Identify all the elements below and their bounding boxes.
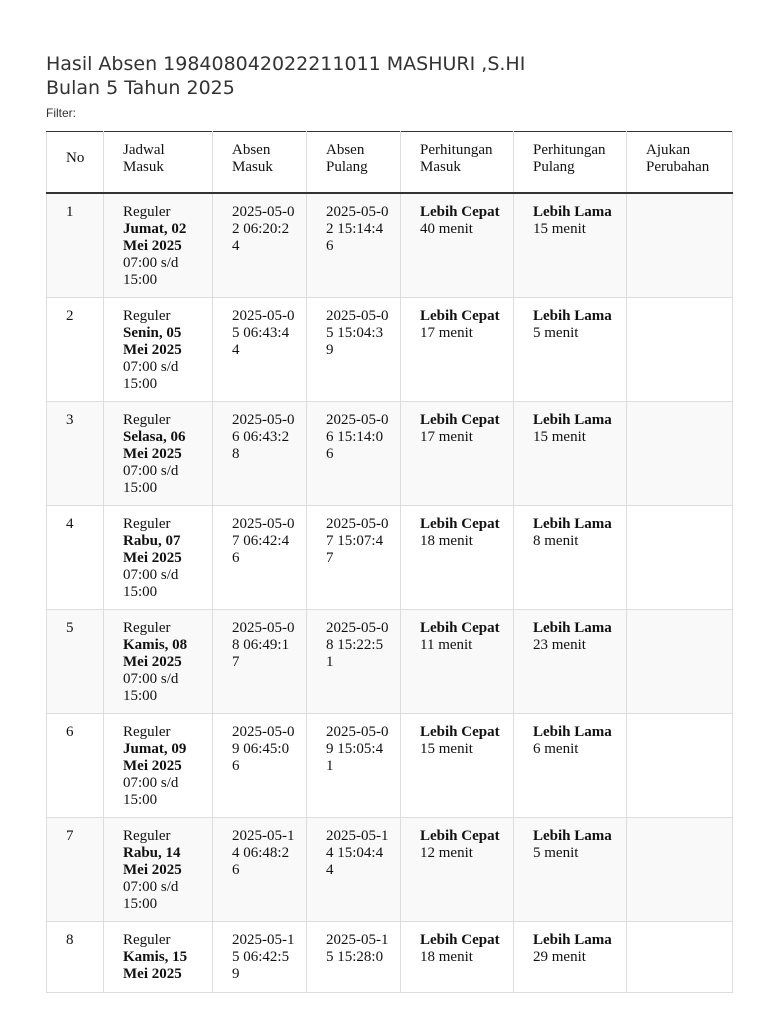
check-out-time: 2025-05-07 15:07:47	[326, 516, 389, 566]
report-header	[46, 52, 736, 100]
check-out-status: Lebih Lama	[533, 828, 612, 844]
cell-absen-masuk	[213, 714, 307, 818]
header-row	[47, 132, 733, 194]
check-out-time: 2025-05-06 15:14:06	[326, 412, 389, 462]
cell-no	[47, 610, 104, 714]
schedule-type: Reguler	[123, 412, 171, 428]
filter-label: Filter:	[46, 106, 76, 120]
cell-absen-pulang	[307, 506, 401, 610]
check-out-time: 2025-05-05 15:04:39	[326, 308, 389, 358]
row-number: 3	[66, 412, 74, 428]
schedule-date: Rabu, 07 Mei 2025	[123, 533, 182, 566]
check-in-time: 2025-05-14 06:48:26	[232, 828, 295, 878]
cell-no	[47, 193, 104, 298]
check-out-time: 2025-05-02 15:14:46	[326, 204, 389, 254]
schedule-date: Kamis, 08 Mei 2025	[123, 637, 188, 670]
check-in-status: Lebih Cepat	[420, 204, 500, 220]
schedule-hours: 07:00 s/d 15:00	[123, 567, 179, 600]
table-row	[47, 714, 733, 818]
cell-absen-masuk	[213, 402, 307, 506]
schedule-hours: 07:00 s/d 15:00	[123, 359, 179, 392]
table-header	[47, 132, 733, 194]
cell-absen-pulang	[307, 714, 401, 818]
cell-jadwal-masuk	[104, 610, 213, 714]
cell-ajukan-perubahan	[627, 714, 733, 818]
cell-perhitungan-pulang	[514, 298, 627, 402]
cell-jadwal-masuk	[104, 506, 213, 610]
table-row	[47, 193, 733, 298]
cell-jadwal-masuk	[104, 818, 213, 922]
row-number: 7	[66, 828, 74, 844]
cell-ajukan-perubahan	[627, 610, 733, 714]
check-in-minutes: 17 menit	[420, 429, 473, 445]
schedule-hours: 07:00 s/d 15:00	[123, 255, 179, 288]
check-in-minutes: 12 menit	[420, 845, 473, 861]
check-out-status: Lebih Lama	[533, 204, 612, 220]
cell-jadwal-masuk	[104, 193, 213, 298]
schedule-date: Rabu, 14 Mei 2025	[123, 845, 182, 878]
schedule-date: Jumat, 09 Mei 2025	[123, 741, 187, 774]
table-row	[47, 506, 733, 610]
check-in-status: Lebih Cepat	[420, 516, 500, 532]
cell-absen-masuk	[213, 298, 307, 402]
check-in-minutes: 18 menit	[420, 533, 473, 549]
check-out-status: Lebih Lama	[533, 620, 612, 636]
check-in-status: Lebih Cepat	[420, 724, 500, 740]
attendance-table	[46, 131, 733, 993]
cell-perhitungan-pulang	[514, 506, 627, 610]
schedule-hours: 07:00 s/d 15:00	[123, 879, 179, 912]
row-number: 8	[66, 932, 74, 948]
cell-perhitungan-pulang	[514, 818, 627, 922]
cell-jadwal-masuk	[104, 298, 213, 402]
check-in-status: Lebih Cepat	[420, 412, 500, 428]
schedule-type: Reguler	[123, 308, 171, 324]
cell-perhitungan-masuk	[401, 818, 514, 922]
schedule-type: Reguler	[123, 828, 171, 844]
column-header-ajukan-perubahan: Ajukan Perubahan	[627, 132, 733, 194]
check-out-status: Lebih Lama	[533, 932, 612, 948]
check-out-status: Lebih Lama	[533, 724, 612, 740]
cell-absen-masuk	[213, 506, 307, 610]
cell-ajukan-perubahan	[627, 506, 733, 610]
cell-perhitungan-masuk	[401, 193, 514, 298]
cell-jadwal-masuk	[104, 402, 213, 506]
report-period: Bulan 5 Tahun 2025	[46, 77, 235, 99]
cell-perhitungan-pulang	[514, 610, 627, 714]
check-in-status: Lebih Cepat	[420, 932, 500, 948]
schedule-type: Reguler	[123, 724, 171, 740]
cell-absen-masuk	[213, 818, 307, 922]
cell-absen-masuk	[213, 922, 307, 993]
table-row	[47, 298, 733, 402]
check-in-status: Lebih Cepat	[420, 308, 500, 324]
column-header-absen-masuk: Absen Masuk	[213, 132, 307, 194]
cell-perhitungan-pulang	[514, 922, 627, 993]
cell-jadwal-masuk	[104, 714, 213, 818]
check-out-minutes: 15 menit	[533, 429, 586, 445]
table-row	[47, 922, 733, 993]
cell-no	[47, 714, 104, 818]
cell-absen-pulang	[307, 298, 401, 402]
check-out-status: Lebih Lama	[533, 308, 612, 324]
check-in-time: 2025-05-08 06:49:17	[232, 620, 295, 670]
check-out-minutes: 15 menit	[533, 221, 586, 237]
cell-no	[47, 922, 104, 993]
schedule-hours: 07:00 s/d 15:00	[123, 671, 179, 704]
schedule-type: Reguler	[123, 620, 171, 636]
column-header-jadwal-masuk: Jadwal Masuk	[104, 132, 213, 194]
check-in-time: 2025-05-06 06:43:28	[232, 412, 295, 462]
table-row	[47, 402, 733, 506]
check-in-status: Lebih Cepat	[420, 828, 500, 844]
check-in-time: 2025-05-15 06:42:59	[232, 932, 295, 982]
check-in-status: Lebih Cepat	[420, 620, 500, 636]
check-in-minutes: 11 menit	[420, 637, 473, 653]
check-in-time: 2025-05-09 06:45:06	[232, 724, 295, 774]
cell-jadwal-masuk	[104, 922, 213, 993]
row-number: 5	[66, 620, 74, 636]
check-in-time: 2025-05-05 06:43:44	[232, 308, 295, 358]
column-header-absen-pulang: Absen Pulang	[307, 132, 401, 194]
schedule-date: Jumat, 02 Mei 2025	[123, 221, 187, 254]
check-out-minutes: 29 menit	[533, 949, 586, 965]
cell-no	[47, 818, 104, 922]
check-out-status: Lebih Lama	[533, 412, 612, 428]
table-row	[47, 818, 733, 922]
schedule-hours: 07:00 s/d 15:00	[123, 463, 179, 496]
row-number: 6	[66, 724, 74, 740]
schedule-date: Senin, 05 Mei 2025	[123, 325, 182, 358]
cell-perhitungan-masuk	[401, 610, 514, 714]
cell-ajukan-perubahan	[627, 402, 733, 506]
cell-perhitungan-pulang	[514, 714, 627, 818]
report-title: Hasil Absen 198408042022211011 MASHURI ,S.HI	[46, 53, 526, 75]
check-in-minutes: 40 menit	[420, 221, 473, 237]
cell-ajukan-perubahan	[627, 193, 733, 298]
cell-ajukan-perubahan	[627, 298, 733, 402]
schedule-type: Reguler	[123, 516, 171, 532]
column-header-no: No	[47, 132, 104, 194]
column-header-perhitungan-masuk: Perhitungan Masuk	[401, 132, 514, 194]
schedule-date: Kamis, 15 Mei 2025	[123, 949, 188, 982]
check-out-time: 2025-05-08 15:22:51	[326, 620, 389, 670]
check-out-time: 2025-05-14 15:04:44	[326, 828, 389, 878]
schedule-hours: 07:00 s/d 15:00	[123, 775, 179, 808]
cell-absen-pulang	[307, 193, 401, 298]
check-out-minutes: 8 menit	[533, 533, 579, 549]
cell-absen-masuk	[213, 610, 307, 714]
check-out-status: Lebih Lama	[533, 516, 612, 532]
check-in-time: 2025-05-02 06:20:24	[232, 204, 295, 254]
cell-ajukan-perubahan	[627, 922, 733, 993]
cell-absen-masuk	[213, 193, 307, 298]
check-in-time: 2025-05-07 06:42:46	[232, 516, 295, 566]
cell-absen-pulang	[307, 402, 401, 506]
check-out-minutes: 6 menit	[533, 741, 579, 757]
row-number: 4	[66, 516, 74, 532]
cell-absen-pulang	[307, 922, 401, 993]
cell-no	[47, 298, 104, 402]
cell-absen-pulang	[307, 610, 401, 714]
check-out-minutes: 5 menit	[533, 325, 579, 341]
cell-perhitungan-masuk	[401, 714, 514, 818]
schedule-type: Reguler	[123, 932, 171, 948]
cell-perhitungan-pulang	[514, 193, 627, 298]
cell-perhitungan-masuk	[401, 298, 514, 402]
cell-perhitungan-masuk	[401, 922, 514, 993]
cell-perhitungan-pulang	[514, 402, 627, 506]
row-number: 1	[66, 204, 74, 220]
check-out-time: 2025-05-15 15:28:0	[326, 932, 389, 965]
check-in-minutes: 17 menit	[420, 325, 473, 341]
check-out-time: 2025-05-09 15:05:41	[326, 724, 389, 774]
table-body	[47, 193, 733, 993]
cell-perhitungan-masuk	[401, 402, 514, 506]
schedule-type: Reguler	[123, 204, 171, 220]
column-header-perhitungan-pulang: Perhitungan Pulang	[514, 132, 627, 194]
cell-ajukan-perubahan	[627, 818, 733, 922]
check-in-minutes: 15 menit	[420, 741, 473, 757]
cell-perhitungan-masuk	[401, 506, 514, 610]
row-number: 2	[66, 308, 74, 324]
schedule-date: Selasa, 06 Mei 2025	[123, 429, 186, 462]
cell-no	[47, 402, 104, 506]
cell-no	[47, 506, 104, 610]
table-row	[47, 610, 733, 714]
check-in-minutes: 18 menit	[420, 949, 473, 965]
cell-absen-pulang	[307, 818, 401, 922]
check-out-minutes: 5 menit	[533, 845, 579, 861]
check-out-minutes: 23 menit	[533, 637, 586, 653]
